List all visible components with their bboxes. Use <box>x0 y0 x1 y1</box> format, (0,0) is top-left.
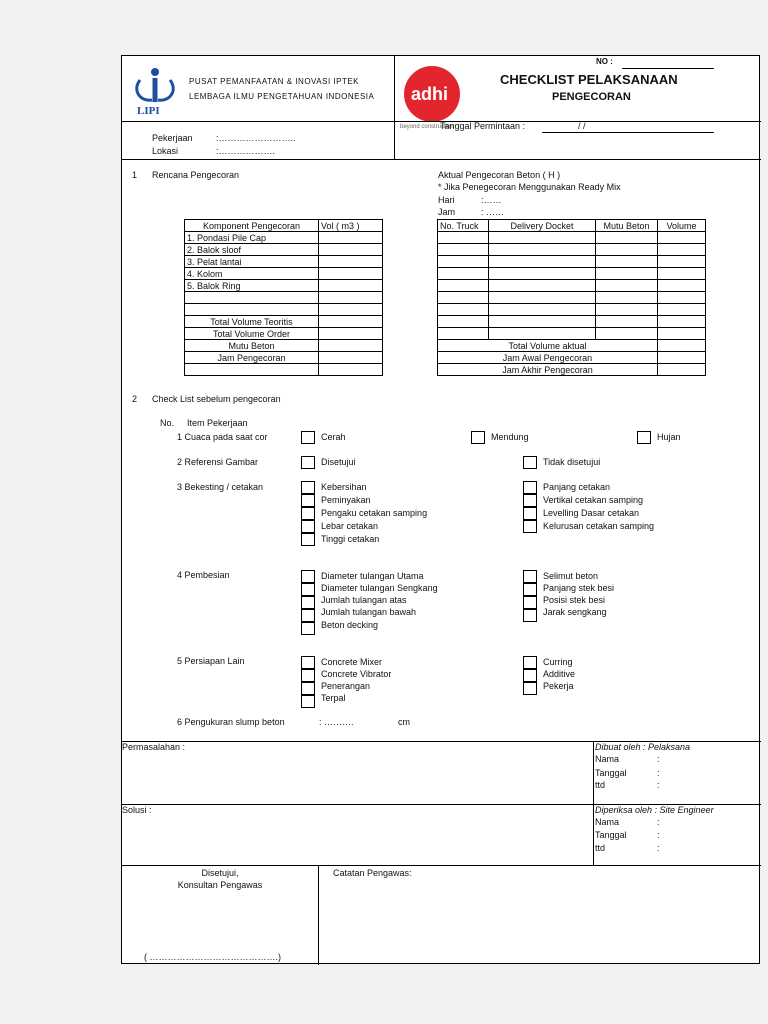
table-row <box>438 364 706 376</box>
table-row <box>185 340 383 352</box>
actual-summary-label: Jam Akhir Pengecoran <box>438 364 658 376</box>
plan-vol-cell[interactable] <box>319 280 383 292</box>
table-row <box>185 304 383 316</box>
no-column-label: No. <box>160 418 175 428</box>
beton-decking-label: Beton decking <box>321 620 379 630</box>
plan-vol-cell[interactable] <box>319 244 383 256</box>
plan-summary-label: Total Volume Order <box>185 328 319 340</box>
table-row[interactable] <box>438 292 706 304</box>
section1-number: 1 <box>132 170 138 180</box>
jarak-sengkang-checkbox[interactable] <box>523 609 537 622</box>
pekerjaan-label: Pekerjaan <box>152 133 193 143</box>
plan-vol-cell[interactable] <box>319 232 383 244</box>
bekesting-label: 3 Bekesting / cetakan <box>177 482 264 492</box>
concrete-vibrator-checkbox[interactable] <box>301 669 315 682</box>
kelurusan-checkbox[interactable] <box>523 520 537 533</box>
posisi-stek-checkbox[interactable] <box>523 596 537 609</box>
plan-vol-cell[interactable] <box>319 292 383 304</box>
posisi-stek-label: Posisi stek besi <box>543 595 606 605</box>
table-row <box>438 220 706 232</box>
hujan-checkbox[interactable] <box>637 431 651 444</box>
lokasi-label: Lokasi <box>152 146 179 156</box>
hari-value[interactable]: :…… <box>481 195 502 205</box>
item-column-label: Item Pekerjaan <box>187 418 248 428</box>
actual-summary-label: Jam Awal Pengecoran <box>438 352 658 364</box>
referensi-label: 2 Referensi Gambar <box>177 457 259 467</box>
diameter-sengkang-checkbox[interactable] <box>301 583 315 596</box>
table-row <box>185 280 383 292</box>
nama-label: Nama <box>595 817 620 827</box>
ready-mix-note: * Jika Penegecoran Menggunakan Ready Mix <box>438 182 621 192</box>
tidak-disetujui-checkbox[interactable] <box>523 456 537 469</box>
plan-row-label <box>185 304 319 316</box>
tanggal-label: Tanggal <box>595 768 627 778</box>
jumlah-bawah-checkbox[interactable] <box>301 609 315 622</box>
permasalahan-label: Permasalahan : <box>122 742 186 752</box>
adhi-tagline: beyond construction <box>400 124 454 130</box>
additive-label: Additive <box>543 669 576 679</box>
ttd-label: ttd <box>595 843 606 853</box>
plan-summary-label: Jam Pengecoran <box>185 352 319 364</box>
cerah-checkbox[interactable] <box>301 431 315 444</box>
actual-summary-value[interactable] <box>658 352 706 364</box>
section1-title: Rencana Pengecoran <box>152 170 240 180</box>
no-field-line[interactable] <box>622 68 714 69</box>
lipi-logo <box>130 66 180 118</box>
table-row <box>185 352 383 364</box>
pengaku-label: Pengaku cetakan samping <box>321 508 428 518</box>
tinggi-cetakan-checkbox[interactable] <box>301 533 315 546</box>
header-divider <box>394 56 395 159</box>
jumlah-atas-label: Jumlah tulangan atas <box>321 595 407 605</box>
disetujui-checkbox[interactable] <box>301 456 315 469</box>
additive-checkbox[interactable] <box>523 669 537 682</box>
nama-colon: : <box>657 817 660 827</box>
selimut-beton-label: Selimut beton <box>543 571 599 581</box>
catatan-field[interactable] <box>322 882 756 960</box>
kelurusan-label: Kelurusan cetakan samping <box>543 521 655 531</box>
tanggal-permintaan-line[interactable] <box>542 132 714 133</box>
actual-table <box>437 219 706 376</box>
concrete-mixer-checkbox[interactable] <box>301 656 315 669</box>
checklist-sheet <box>121 55 760 964</box>
actual-header-docket: Delivery Docket <box>489 220 596 232</box>
table-row[interactable] <box>438 232 706 244</box>
actual-summary-label: Total Volume aktual <box>438 340 658 352</box>
cerah-label: Cerah <box>321 432 346 442</box>
curring-checkbox[interactable] <box>523 656 537 669</box>
concrete-mixer-label: Concrete Mixer <box>321 657 383 667</box>
hari-label: Hari <box>438 195 455 205</box>
actual-summary-value[interactable] <box>658 364 706 376</box>
jarak-sengkang-label: Jarak sengkang <box>543 607 607 617</box>
ttd-label: ttd <box>595 780 606 790</box>
actual-header-truck: No. Truck <box>438 220 489 232</box>
hujan-label: Hujan <box>657 432 681 442</box>
plan-row-label: 1. Pondasi Pile Cap <box>185 232 319 244</box>
plan-vol-cell[interactable] <box>319 328 383 340</box>
footer-bottom-rule <box>122 865 761 866</box>
table-row <box>185 328 383 340</box>
lebar-cetakan-label: Lebar cetakan <box>321 521 379 531</box>
diameter-sengkang-label: Diameter tulangan Sengkang <box>321 583 438 593</box>
plan-row-label: 2. Balok sloof <box>185 244 319 256</box>
terpal-checkbox[interactable] <box>301 695 315 708</box>
plan-summary-label: Total Volume Teoritis <box>185 316 319 328</box>
tidak-disetujui-label: Tidak disetujui <box>543 457 601 467</box>
no-label: NO : <box>596 57 613 66</box>
lipi-logo-text: LIPI <box>137 105 160 117</box>
plan-vol-cell[interactable] <box>319 352 383 364</box>
title-line2: PENGECORAN <box>552 91 631 103</box>
table-row[interactable] <box>438 244 706 256</box>
plan-row-label: 5. Balok Ring <box>185 280 319 292</box>
lebar-cetakan-checkbox[interactable] <box>301 520 315 533</box>
table-row[interactable] <box>438 316 706 328</box>
institution-line1: PUSAT PEMANFAATAN & INOVASI IPTEK <box>189 77 360 86</box>
panjang-cetakan-label: Panjang cetakan <box>543 482 611 492</box>
vertikal-cetakan-label: Vertikal cetakan samping <box>543 495 644 505</box>
actual-summary-value[interactable] <box>658 340 706 352</box>
disetujui-label: Disetujui <box>321 457 356 467</box>
pengaku-checkbox[interactable] <box>301 507 315 520</box>
table-row <box>185 292 383 304</box>
terpal-label: Terpal <box>321 693 346 703</box>
actual-header-volume: Volume <box>658 220 706 232</box>
peminyakan-checkbox[interactable] <box>301 494 315 507</box>
penerangan-checkbox[interactable] <box>301 682 315 695</box>
header-bottom-rule <box>122 159 761 160</box>
kebersihan-checkbox[interactable] <box>301 481 315 494</box>
cuaca-label: 1 Cuaca pada saat cor <box>177 432 268 442</box>
persiapan-label: 5 Persiapan Lain <box>177 656 245 666</box>
table-row <box>185 232 383 244</box>
mendung-label: Mendung <box>491 432 529 442</box>
tanggal-permintaan-label: Tanggal Permintaan : <box>440 121 526 131</box>
mendung-checkbox[interactable] <box>471 431 485 444</box>
table-row[interactable] <box>438 268 706 280</box>
solusi-field[interactable] <box>124 817 590 863</box>
slump-value[interactable]: : ………. <box>319 717 354 727</box>
plan-table <box>184 219 383 376</box>
lokasi-value[interactable]: :………………. <box>216 146 276 156</box>
adhi-logo <box>402 66 462 126</box>
peminyakan-label: Peminyakan <box>321 495 371 505</box>
plan-summary-label <box>185 364 319 376</box>
plan-vol-cell[interactable] <box>319 256 383 268</box>
plan-row-label: 3. Pelat lantai <box>185 256 319 268</box>
plan-summary-label: Mutu Beton <box>185 340 319 352</box>
pekerjaan-value[interactable]: :…………………….. <box>216 133 296 143</box>
kebersihan-label: Kebersihan <box>321 482 367 492</box>
table-row[interactable] <box>438 256 706 268</box>
jumlah-atas-checkbox[interactable] <box>301 596 315 609</box>
date-slashes: / / <box>578 121 586 131</box>
nama-colon: : <box>657 754 660 764</box>
table-row <box>185 364 383 376</box>
slump-label: 6 Pengukuran slump beton <box>177 717 285 727</box>
dibuat-oleh-label: Dibuat oleh : Pelaksana <box>595 742 691 752</box>
table-row[interactable] <box>438 280 706 292</box>
panjang-stek-checkbox[interactable] <box>523 583 537 596</box>
plan-vol-cell[interactable] <box>319 364 383 376</box>
nama-label: Nama <box>595 754 620 764</box>
jumlah-bawah-label: Jumlah tulangan bawah <box>321 607 417 617</box>
table-row <box>185 220 383 232</box>
levelling-label: Levelling Dasar cetakan <box>543 508 640 518</box>
ttd-colon: : <box>657 780 660 790</box>
jam-label: Jam <box>438 207 456 217</box>
jam-value[interactable]: : …… <box>481 207 505 217</box>
konsultan-label: Konsultan Pengawas <box>177 880 263 890</box>
plan-header-vol: Vol ( m3 ) <box>319 220 383 232</box>
plan-row-label <box>185 292 319 304</box>
table-row <box>438 340 706 352</box>
panjang-cetakan-checkbox[interactable] <box>523 481 537 494</box>
levelling-checkbox[interactable] <box>523 507 537 520</box>
tanggal-colon: : <box>657 830 660 840</box>
penerangan-label: Penerangan <box>321 681 371 691</box>
plan-vol-cell[interactable] <box>319 304 383 316</box>
curring-label: Curring <box>543 657 573 667</box>
plan-header-komponen: Komponent Pengecoran <box>185 220 319 232</box>
tanggal-label: Tanggal <box>595 830 627 840</box>
beton-decking-checkbox[interactable] <box>301 622 315 635</box>
plan-vol-cell[interactable] <box>319 268 383 280</box>
tinggi-cetakan-label: Tinggi cetakan <box>321 534 380 544</box>
pekerja-label: Pekerja <box>543 681 574 691</box>
adhi-logo-text: adhi <box>411 84 449 104</box>
diperiksa-oleh-label: Diperiksa oleh : Site Engineer <box>595 805 714 815</box>
table-row[interactable] <box>438 304 706 316</box>
plan-vol-cell[interactable] <box>319 340 383 352</box>
panjang-stek-label: Panjang stek besi <box>543 583 615 593</box>
catatan-label: Catatan Pengawas: <box>333 868 412 878</box>
institution-line2: LEMBAGA ILMU PENGETAHUAN INDONESIA <box>189 92 375 101</box>
actual-title: Aktual Pengecoran Beton ( H ) <box>438 170 561 180</box>
concrete-vibrator-label: Concrete Vibrator <box>321 669 392 679</box>
ttd-colon: : <box>657 843 660 853</box>
section2-number: 2 <box>132 394 138 404</box>
signature-line[interactable]: ( …………………………………….) <box>144 952 281 962</box>
plan-vol-cell[interactable] <box>319 316 383 328</box>
table-row <box>185 316 383 328</box>
diameter-utama-checkbox[interactable] <box>301 570 315 583</box>
tanggal-colon: : <box>657 768 660 778</box>
vertikal-cetakan-checkbox[interactable] <box>523 494 537 507</box>
table-row <box>438 352 706 364</box>
disetujui-label: Disetujui, <box>201 868 239 878</box>
table-row[interactable] <box>438 328 706 340</box>
table-row <box>185 244 383 256</box>
signature-divider <box>318 865 319 965</box>
permasalahan-field[interactable] <box>124 754 590 802</box>
table-row <box>185 256 383 268</box>
title-line1: CHECKLIST PELAKSANAAN <box>500 72 678 87</box>
footer-divider <box>593 741 594 865</box>
plan-row-label: 4. Kolom <box>185 268 319 280</box>
pekerja-checkbox[interactable] <box>523 682 537 695</box>
actual-header-mutu: Mutu Beton <box>596 220 658 232</box>
pembesian-label: 4 Pembesian <box>177 570 230 580</box>
selimut-beton-checkbox[interactable] <box>523 570 537 583</box>
table-row <box>185 268 383 280</box>
diameter-utama-label: Diameter tulangan Utama <box>321 571 424 581</box>
solusi-label: Solusi : <box>122 805 152 815</box>
slump-unit: cm <box>398 717 410 727</box>
section2-title: Check List sebelum pengecoran <box>152 394 281 404</box>
